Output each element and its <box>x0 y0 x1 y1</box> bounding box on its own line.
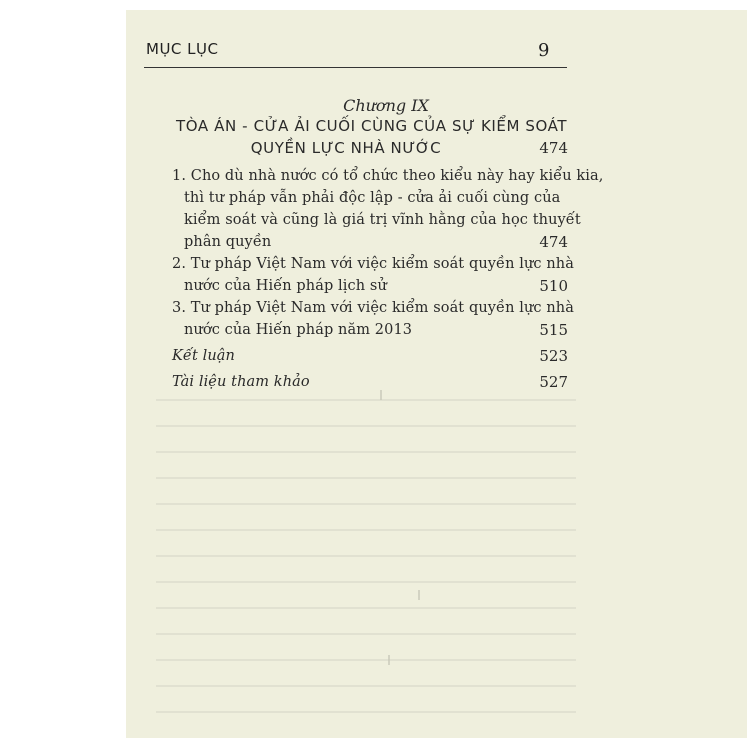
paper-speck <box>418 590 420 600</box>
entry-2-page: 510 <box>539 277 568 295</box>
entry-3-page: 515 <box>539 321 568 339</box>
entry-1-page: 474 <box>539 233 568 251</box>
entry-2-line-1: 2. Tư pháp Việt Nam với việc kiểm soát quyền lực nhà <box>172 256 574 272</box>
book-page <box>126 10 747 738</box>
header-rule <box>144 67 567 68</box>
paper-speck <box>380 390 382 400</box>
conclusion-page: 523 <box>539 347 568 365</box>
entry-1-line-1: 1. Cho dù nhà nước có tổ chức theo kiểu này hay kiểu kia, <box>172 168 604 184</box>
entry-1-line-3: kiểm soát và cũng là giá trị vĩnh hằng của học thuyết <box>184 212 581 228</box>
entry-1-line-2: thì tư pháp vẫn phải độc lập - cửa ải cuối cùng của <box>184 190 561 206</box>
running-title: MỤC LỤC <box>146 40 219 58</box>
chapter-page: 474 <box>539 139 568 157</box>
conclusion-label: Kết luận <box>172 348 235 364</box>
chapter-title-line-2: QUYỀN LỰC NHÀ NƯỚC <box>250 139 442 157</box>
paper-speck <box>388 655 390 665</box>
page-number: 9 <box>538 40 550 61</box>
references-page: 527 <box>539 373 568 391</box>
entry-3-line-1: 3. Tư pháp Việt Nam với việc kiểm soát quyền lực nhà <box>172 300 574 316</box>
chapter-label: Chương IX <box>343 96 429 115</box>
references-label: Tài liệu tham khảo <box>172 374 310 390</box>
show-through-texture <box>156 385 576 725</box>
entry-3-line-2: nước của Hiến pháp năm 2013 <box>184 322 413 338</box>
entry-1-line-4: phân quyền <box>184 234 272 250</box>
chapter-title-line-1: TÒA ÁN - CỬA ẢI CUỐI CÙNG CỦA SỰ KIỂM SOÁT <box>176 117 568 135</box>
entry-2-line-2: nước của Hiến pháp lịch sử <box>184 278 387 294</box>
